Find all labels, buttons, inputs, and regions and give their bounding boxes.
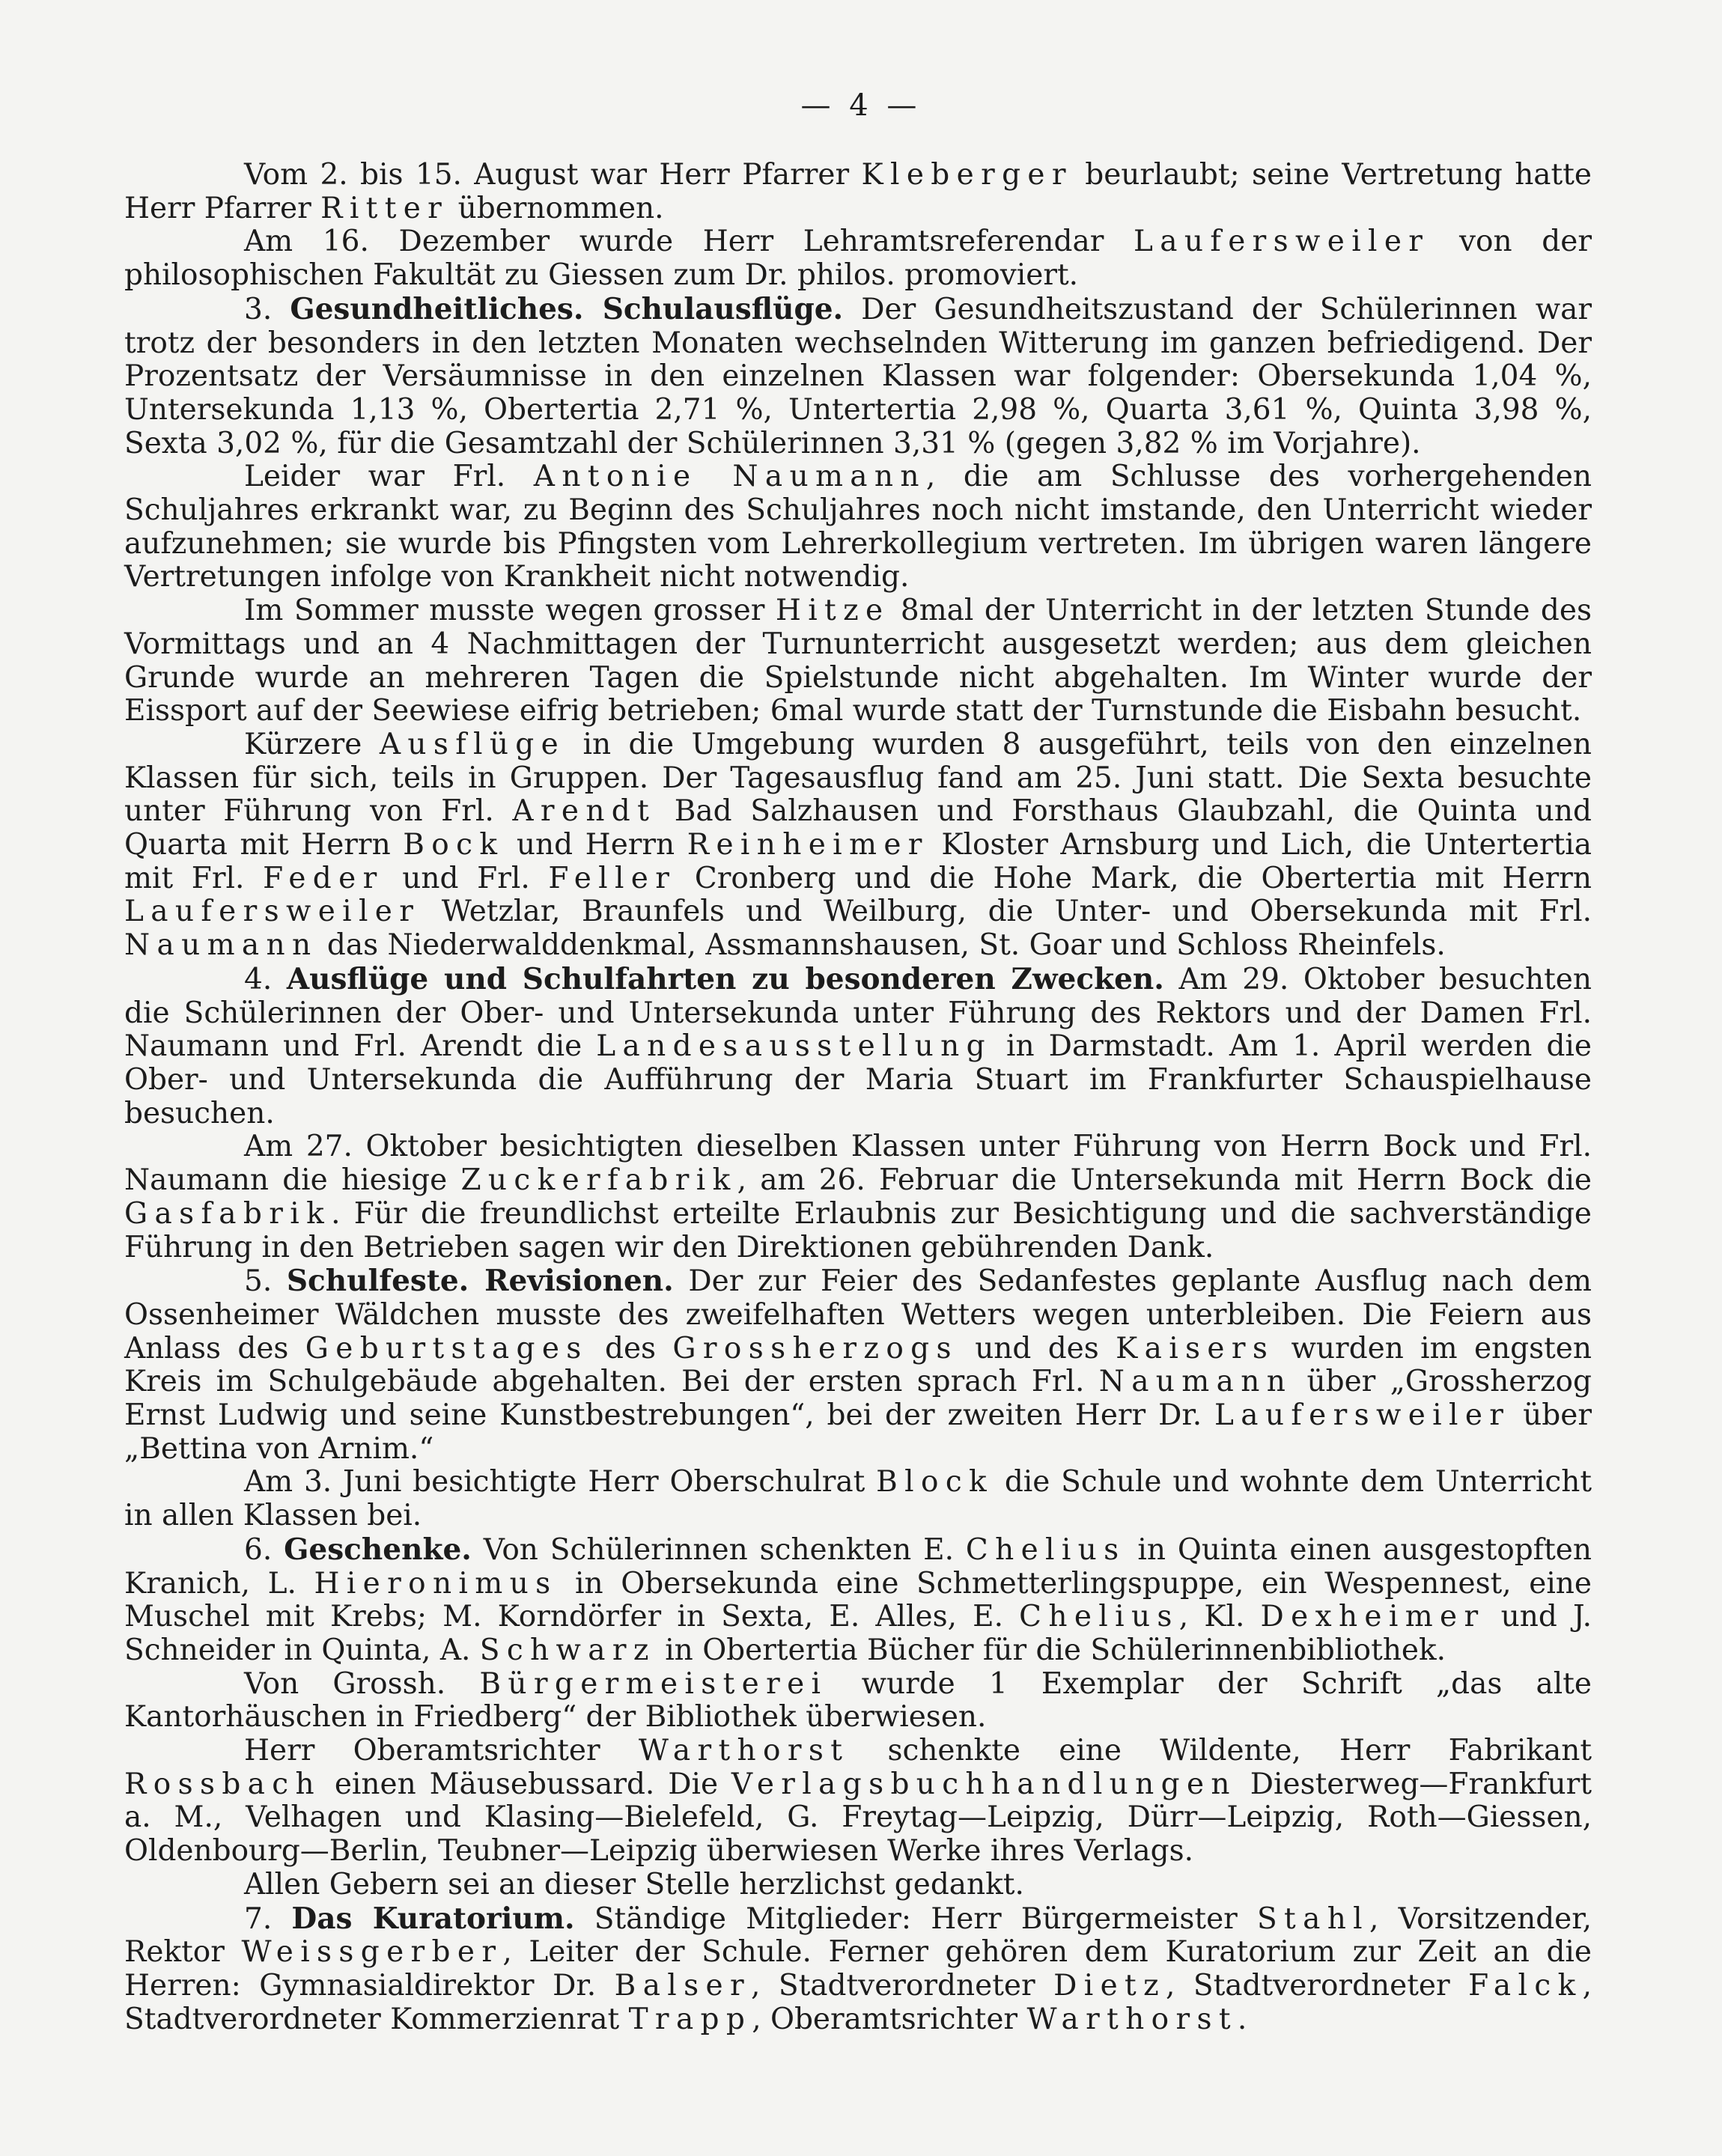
page-number: — 4 — [800,88,922,123]
paragraph-promotion: Am 16. Dezember wurde Herr Lehramtsreferendar Laufersweiler von der philosophischen Fakultät zu Giessen zum Dr. philos. promoviert. [124,225,1592,293]
section-heading: Schulfeste. Revisionen. [286,1264,674,1299]
section-heading: Geschenke. [284,1532,472,1567]
section-4-trips: 4. Ausflüge und Schulfahrten zu besonderen Zwecken. Am 29. Oktober besuchten die Schülerinnen der Ober- und Untersekunda unter Führung des Rektors und der Damen Frl. Naumann und Frl. Arendt die Landesausstellung in Darmstadt. Am 1. April werden die Ober- und Untersekunda die Aufführung der Maria Stuart im Frankfurter Schauspielhause besuchen. [124,961,1592,1130]
section-7-board: 7. Das Kuratorium. Ständige Mitglieder: Herr Bürgermeister Stahl, Vorsitzender, Rektor Weissgerber, Leiter der Schule. Ferner gehören dem Kuratorium zur Zeit an die Herren: Gymnasialdirektor Dr. Balser, Stadtverordneter Dietz, Stadtverordneter Falck, Stadtverordneter Kommerzienrat Trapp, Oberamtsrichter Warthorst. [124,1901,1592,2036]
paragraph-other-gifts: Herr Oberamtsrichter Warthorst schenkte eine Wildente, Herr Fabrikant Rossbach einen Mäusebussard. Die Verlagsbuchhandlungen Diesterweg—Frankfurt a. M., Velhagen und Klasing—Bielefeld, G. Freytag—Leipzig, Dürr—Leipzig, Roth—Giessen, Oldenbourg—Berlin, Teubner—Leipzig überwiesen Werke ihres Verlags. [124,1734,1592,1869]
section-5-festivals: 5. Schulfeste. Revisionen. Der zur Feier des Sedanfestes geplante Ausflug nach dem Ossenheimer Wäldchen musste des zweifelhaften Wetters wegen unterbleiben. Die Feiern aus Anlass des Geburtstages des Grossherzogs und des Kaisers wurden im engsten Kreis im Schulgebäude abgehalten. Bei der ersten sprach Frl. Naumann über „Grossherzog Ernst Ludwig und seine Kunstbestrebungen“, bei der zweiten Herr Dr. Laufersweiler über „Bettina von Arnim.“ [124,1264,1592,1466]
section-3-health: 3. Gesundheitliches. Schulausflüge. Der Gesundheitszustand der Schülerinnen war trotz der besonders in den letzten Monaten wechselnden Witterung im ganzen befriedigend. Der Prozentsatz der Versäumnisse in den einzelnen Klassen war folgender: Obersekunda 1,04 %, Untersekunda 1,13 %, Obertertia 2,71 %, Untertertia 2,98 %, Quarta 3,61 %, Quinta 3,98 %, Sexta 3,02 %, für die Gesamtzahl der Schülerinnen 3,31 % (gegen 3,82 % im Vorjahre). [124,291,1592,460]
paragraph-thanks: Allen Gebern sei an dieser Stelle herzlichst gedankt. [244,1867,1024,1901]
paragraph-kleberger-leave: Vom 2. bis 15. August war Herr Pfarrer Kleberger beurlaubt; seine Vertretung hatte Herr Pfarrer Ritter übernommen. [124,158,1592,225]
section-heading: Ausflüge und Schulfahrten zu besonderen Zwecken. [286,961,1164,996]
paragraph-naumann-illness: Leider war Frl. Antonie Naumann, die am Schlusse des vorhergehenden Schuljahres erkrankt war, zu Beginn des Schuljahres noch nicht imstande, den Unterricht wieder aufzunehmen; sie wurde bis Pfingsten vom Lehrerkollegium vertreten. Im übrigen waren längere Vertretungen infolge von Krankheit nicht notwendig. [124,460,1592,594]
body-text [124,159,1592,2036]
paragraph-inspection: Am 3. Juni besichtigte Herr Oberschulrat Block die Schule und wohnte dem Unterricht in allen Klassen bei. [124,1465,1592,1533]
section-6-gifts: 6. Geschenke. Von Schülerinnen schenkten E. Chelius in Quinta einen ausgestopften Kranich, L. Hieronimus in Obersekunda eine Schmetterlingspuppe, ein Wespennest, eine Muschel mit Krebs; M. Korndörfer in Sexta, E. Alles, E. Chelius, Kl. Dexheimer und J. Schneider in Quinta, A. Schwarz in Obertertia Bücher für die Schülerinnenbibliothek. [124,1532,1592,1667]
paragraph-mayor-gift: Von Grossh. Bürgermeisterei wurde 1 Exemplar der Schrift „das alte Kantorhäuschen in Friedberg“ der Bibliothek überwiesen. [124,1666,1592,1735]
paragraph-excursions: Kürzere Ausflüge in die Umgebung wurden 8 ausgeführt, teils von den einzelnen Klassen für sich, teils in Gruppen. Der Tagesausflug fand am 25. Juni statt. Die Sexta besuchte unter Führung von Frl. Arendt Bad Salzhausen und Forsthaus Glaubzahl, die Quinta und Quarta mit Herrn Bock und Herrn Reinheimer Kloster Arnsburg und Lich, die Untertertia mit Frl. Feder und Frl. Feller Cronberg und die Hohe Mark, die Obertertia mit Herrn Laufersweiler Wetzlar, Braunfels und Weilburg, die Unter- und Obersekunda mit Frl. Naumann das Niederwalddenkmal, Assmannshausen, St. Goar und Schloss Rheinfels. [124,727,1592,963]
section-heading: Gesundheitliches. Schulausflüge. [290,291,844,326]
paragraph-factory-visits: Am 27. Oktober besichtigten dieselben Klassen unter Führung von Herrn Bock und Frl. Naumann die hiesige Zuckerfabrik, am 26. Februar die Untersekunda mit Herrn Bock die Gasfabrik. Für die freundlichst erteilte Erlaubnis zur Besichtigung und die sachverständige Führung in den Betrieben sagen wir den Direktionen gebührenden Dank. [124,1130,1592,1264]
section-heading: Das Kuratorium. [291,1901,575,1936]
paragraph-heat: Im Sommer musste wegen grosser Hitze 8mal der Unterricht in der letzten Stunde des Vormittags und an 4 Nachmittagen der Turnunterricht ausgesetzt werden; aus dem gleichen Grunde wurde an mehreren Tagen die Spielstunde nicht abgehalten. Im Winter wurde der Eissport auf der Seewiese eifrig betrieben; 6mal wurde statt der Turnstunde die Eisbahn besucht. [124,594,1592,728]
